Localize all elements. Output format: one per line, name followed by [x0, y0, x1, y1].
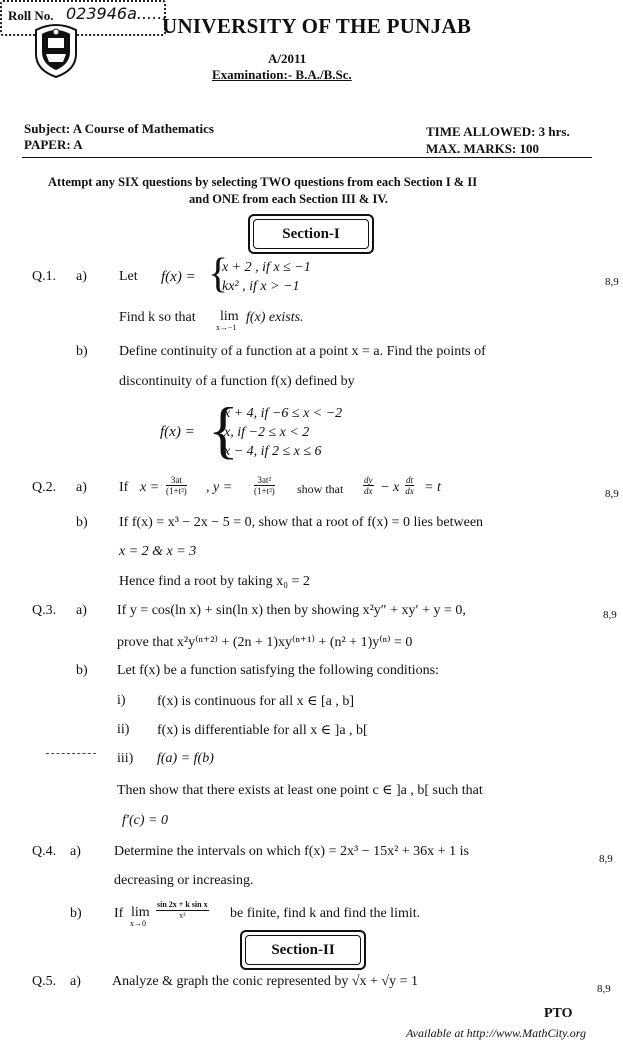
q4-b-end: be finite, find k and find the limit. — [230, 906, 421, 921]
q1-part-b: b) — [76, 344, 88, 359]
q1-find-end: f(x) exists. — [246, 310, 304, 325]
q1-lim: lim — [220, 309, 239, 324]
q4-if: If — [114, 906, 124, 921]
section-2-title: Section-II — [245, 935, 361, 965]
q3-b-line-1: Let f(x) be a function satisfying the following conditions: — [117, 663, 439, 678]
q3-number: Q.3. — [32, 603, 57, 618]
q2-b-line-3: Hence find a root by taking x₀ = 2 — [119, 574, 310, 589]
exam-code: A/2011 — [268, 51, 307, 66]
q2-x-den: (1+t²) — [166, 486, 187, 496]
q3-a-line-2: prove that x²y⁽ⁿ⁺²⁾ + (2n + 1)xy⁽ⁿ⁺¹⁾ + (n² + 1)y⁽ⁿ⁾ = 0 — [117, 635, 413, 650]
q4-number: Q.4. — [32, 844, 57, 859]
subject-line: Subject: A Course of Mathematics — [24, 121, 214, 136]
q4-lim: lim — [131, 905, 150, 920]
q2-y-eq: , y = — [206, 480, 233, 495]
q2-x-num: 3at — [166, 475, 187, 486]
max-marks: MAX. MARKS: 100 — [426, 141, 540, 156]
q1-brace: { — [208, 251, 229, 297]
q5-part-a: a) — [70, 974, 81, 989]
q1-b-brace: { — [208, 394, 239, 465]
q3-fc: f′(c) = 0 — [122, 813, 168, 828]
q1-fx: f(x) = — [161, 269, 196, 285]
q1-number: Q.1. — [32, 269, 57, 284]
q1-b-case-1: x + 4, if −6 ≤ x < −2 — [224, 406, 343, 421]
roll-number-box — [0, 0, 166, 36]
q4-part-a: a) — [70, 844, 81, 859]
q1-let: Let — [119, 269, 138, 284]
q3-marks: 8,9 — [603, 609, 617, 621]
q1-b-case-3: x − 4, if 2 ≤ x ≤ 6 — [224, 444, 322, 459]
q2-number: Q.2. — [32, 480, 57, 495]
q2-y-num: 3at² — [254, 475, 275, 486]
roll-label: Roll No. — [8, 8, 54, 23]
q2-y-fraction — [254, 475, 275, 496]
q1-b-line-2: discontinuity of a function f(x) defined by — [119, 374, 355, 389]
q3-a-line-1: If y = cos(ln x) + sin(ln x) then by showing x²y″ + xy′ + y = 0, — [117, 603, 466, 618]
q1-marks: 8,9 — [605, 276, 619, 288]
pto-label: PTO — [544, 1006, 573, 1021]
q2-b-line-2: x = 2 & x = 3 — [119, 544, 197, 559]
q2-minus-x: − x — [380, 480, 400, 495]
q3-ii-text: f(x) is differentiable for all x ∈ ]a , b[ — [157, 723, 368, 738]
roll-value: 023946a...... — [66, 4, 168, 23]
q2-show: show that — [297, 482, 344, 496]
scan-mark — [46, 753, 96, 754]
q2-marks: 8,9 — [605, 488, 619, 500]
q1-case-1: x + 2 , if x ≤ −1 — [222, 260, 311, 275]
q3-iii: iii) — [117, 751, 134, 766]
instruction-line-2: and ONE from each Section III & IV. — [189, 192, 388, 206]
q4-a-line-1: Determine the intervals on which f(x) = 2x³ − 15x² + 36x + 1 is — [114, 844, 469, 859]
q5-a-line-1: Analyze & graph the conic represented by √x + √y = 1 — [112, 974, 419, 989]
header-divider — [22, 157, 592, 158]
q5-number: Q.5. — [32, 974, 57, 989]
q2-part-b: b) — [76, 515, 88, 530]
section-1-title: Section-I — [253, 219, 369, 249]
section-1-box — [248, 214, 374, 254]
q3-then: Then show that there exists at least one point c ∈ ]a , b[ such that — [117, 783, 483, 798]
q2-x-eq: x = — [140, 480, 160, 495]
university-crest-logo — [30, 20, 82, 78]
q1-lim-sub: x→−1 — [216, 323, 237, 332]
q4-marks: 8,9 — [599, 853, 613, 865]
q4-lim-sub: x→0 — [130, 919, 146, 928]
q3-i-text: f(x) is continuous for all x ∈ [a , b] — [157, 694, 354, 709]
q3-iii-text: f(a) = f(b) — [157, 751, 214, 766]
time-allowed: TIME ALLOWED: 3 hrs. — [426, 124, 570, 139]
q2-if: If — [119, 480, 129, 495]
q3-ii: ii) — [117, 722, 130, 737]
q2-part-a: a) — [76, 480, 87, 495]
q4-a-line-2: decreasing or increasing. — [114, 873, 254, 888]
q2-y-den: (1+t²) — [254, 486, 275, 496]
examination-label: Examination:- B.A./B.Sc. — [212, 67, 352, 82]
q2-eq-t: = t — [424, 480, 441, 495]
q2-x-fraction — [166, 475, 187, 496]
q1-find: Find k so that — [119, 310, 196, 325]
q3-part-b: b) — [76, 663, 88, 678]
q4-part-b: b) — [70, 906, 82, 921]
available-at: Available at http://www.MathCity.org — [406, 1026, 586, 1040]
paper-line: PAPER: A — [24, 137, 83, 152]
q2-dtdx: $\frac{dt}{dx}$ — [405, 475, 414, 496]
q4-fraction: $\frac{\text{sin 2x + k sin x}}{\text{x³}}$ — [157, 900, 208, 920]
instruction-line-1: Attempt any SIX questions by selecting TWO questions from each Section I & II — [48, 175, 478, 189]
q1-case-2: kx² , if x > −1 — [222, 279, 300, 294]
q3-i: i) — [117, 693, 126, 708]
university-title: UNIVERSITY OF THE PUNJAB — [162, 14, 472, 38]
q2-dydx: $\frac{dy}{dx}$ — [364, 475, 373, 496]
section-2-box — [240, 930, 366, 970]
q3-part-a: a) — [76, 603, 87, 618]
q5-marks: 8,9 — [597, 983, 611, 995]
q1-b-line-1: Define continuity of a function at a point x = a. Find the points of — [119, 344, 486, 359]
q1-b-fx: f(x) = — [160, 424, 195, 440]
q1-part-a: a) — [76, 269, 87, 284]
q2-b-line-1: If f(x) = x³ − 2x − 5 = 0, show that a root of f(x) = 0 lies between — [119, 515, 484, 530]
q1-b-case-2: x, if −2 ≤ x < 2 — [224, 425, 310, 440]
